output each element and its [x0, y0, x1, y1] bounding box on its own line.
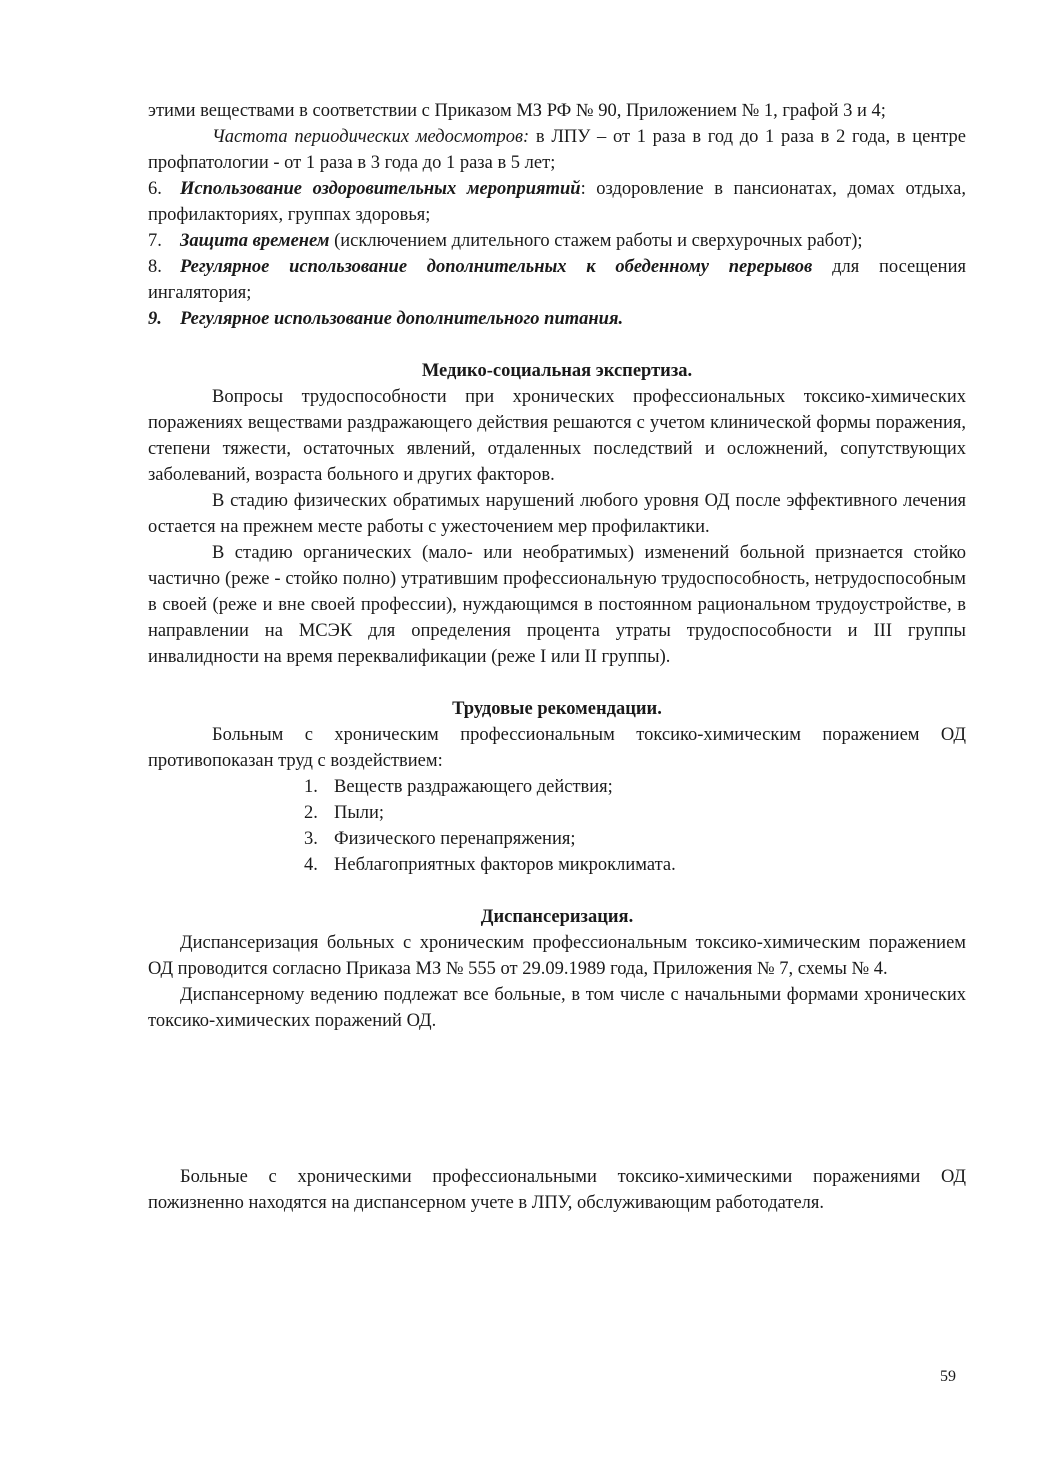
list-item	[304, 852, 966, 878]
measure-item	[148, 176, 966, 228]
list-item-number: 4.	[304, 855, 318, 875]
list-item-number: 1.	[304, 777, 318, 797]
measure-text: для посещения ингалятория;	[148, 257, 966, 303]
list-item-number: 3.	[304, 829, 318, 849]
list-item-number: 2.	[304, 803, 318, 823]
disp-paragraph-1: Диспансеризация больных с хроническим профессиональным токсико-химическим поражением ОД проводится согласно Приказа МЗ № 555 от 29.09.1989 года, Приложения № 7, схемы № 4.	[148, 933, 966, 979]
measure-number: 9.	[148, 309, 162, 329]
measure-label: Защита временем	[180, 231, 330, 251]
measure-item	[148, 254, 966, 306]
intro-paragraph: этими веществами в соответствии с Приказом МЗ РФ № 90, Приложением № 1, графой 3 и 4;	[148, 101, 886, 121]
measure-text: (исключением длительного стажем работы и сверхурочных работ);	[329, 231, 863, 251]
mse-paragraph-1: Вопросы трудоспособности при хронических профессиональных токсико-химических поражениях веществами раздражающего действия решаются с учетом клинической формы поражения, степени тяжести, остаточных явлений, отдаленных последствий и осложнений, сопутствующих заболеваний, возраста больного и других факторов.	[148, 387, 966, 485]
list-item-text: Пыли;	[334, 803, 385, 823]
medcheck-frequency-paragraph	[148, 124, 966, 176]
list-item	[304, 800, 966, 826]
list-item-text: Веществ раздражающего действия;	[334, 777, 613, 797]
measure-number: 7.	[148, 231, 162, 251]
disp-paragraph-3: Больные с хроническими профессиональными токсико-химическими поражениями ОД пожизненно находятся на диспансерном учете в ЛПУ, обслуживающим работодателя.	[148, 1167, 966, 1213]
list-item-text: Физического перенапряжения;	[334, 829, 576, 849]
list-item-text: Неблагоприятных факторов микроклимата.	[334, 855, 676, 875]
list-item	[304, 826, 966, 852]
measure-number: 8.	[148, 257, 162, 277]
list-item	[304, 774, 966, 800]
measure-label: Регулярное использование дополнительного питания.	[180, 309, 624, 329]
measure-label: Регулярное использование дополнительных к обеденному перерывов	[180, 257, 813, 277]
measure-number: 6.	[148, 179, 162, 199]
disp-heading: Диспансеризация.	[480, 907, 634, 927]
measure-text: : оздоровление в пансионатах, домах отдыха, профилакториях, группах здоровья;	[148, 179, 966, 225]
measure-item	[148, 228, 966, 254]
measure-item	[148, 306, 966, 332]
medcheck-frequency-text: в ЛПУ – от 1 раза в год до 1 раза в 2 года, в центре профпатологии - от 1 раза в 3 года до 1 раза в 5 лет;	[148, 127, 966, 173]
blank-space	[148, 1034, 966, 1164]
mse-paragraph-3: В стадию органических (мало- или необратимых) изменений больной признается стойко частично (реже - стойко полно) утратившим профессиональную трудоспособность, нетрудоспособным в своей (реже и вне своей профессии), нуждающимся в постоянном рациональном трудоустройстве, в направлении на МСЭК для определения процента утраты трудоспособности и III группы инвалидности на время переквалификации (реже I или II группы).	[148, 543, 966, 667]
contraindications-list	[148, 774, 966, 878]
work-paragraph: Больным с хроническим профессиональным токсико-химическим поражением ОД противопоказан труд с воздействием:	[148, 725, 966, 771]
document-page	[148, 98, 966, 1216]
work-heading: Трудовые рекомендации.	[452, 699, 662, 719]
measure-label: Использование оздоровительных мероприятий	[180, 179, 581, 199]
mse-heading: Медико-социальная экспертиза.	[421, 361, 693, 381]
medcheck-frequency-label: Частота периодических медосмотров:	[212, 127, 530, 147]
page-number: 59	[940, 1368, 956, 1385]
disp-paragraph-2: Диспансерному ведению подлежат все больные, в том числе с начальными формами хронических токсико-химических поражений ОД.	[148, 985, 966, 1031]
mse-paragraph-2: В стадию физических обратимых нарушений любого уровня ОД после эффективного лечения остается на прежнем месте работы с ужесточением мер профилактики.	[148, 491, 966, 537]
